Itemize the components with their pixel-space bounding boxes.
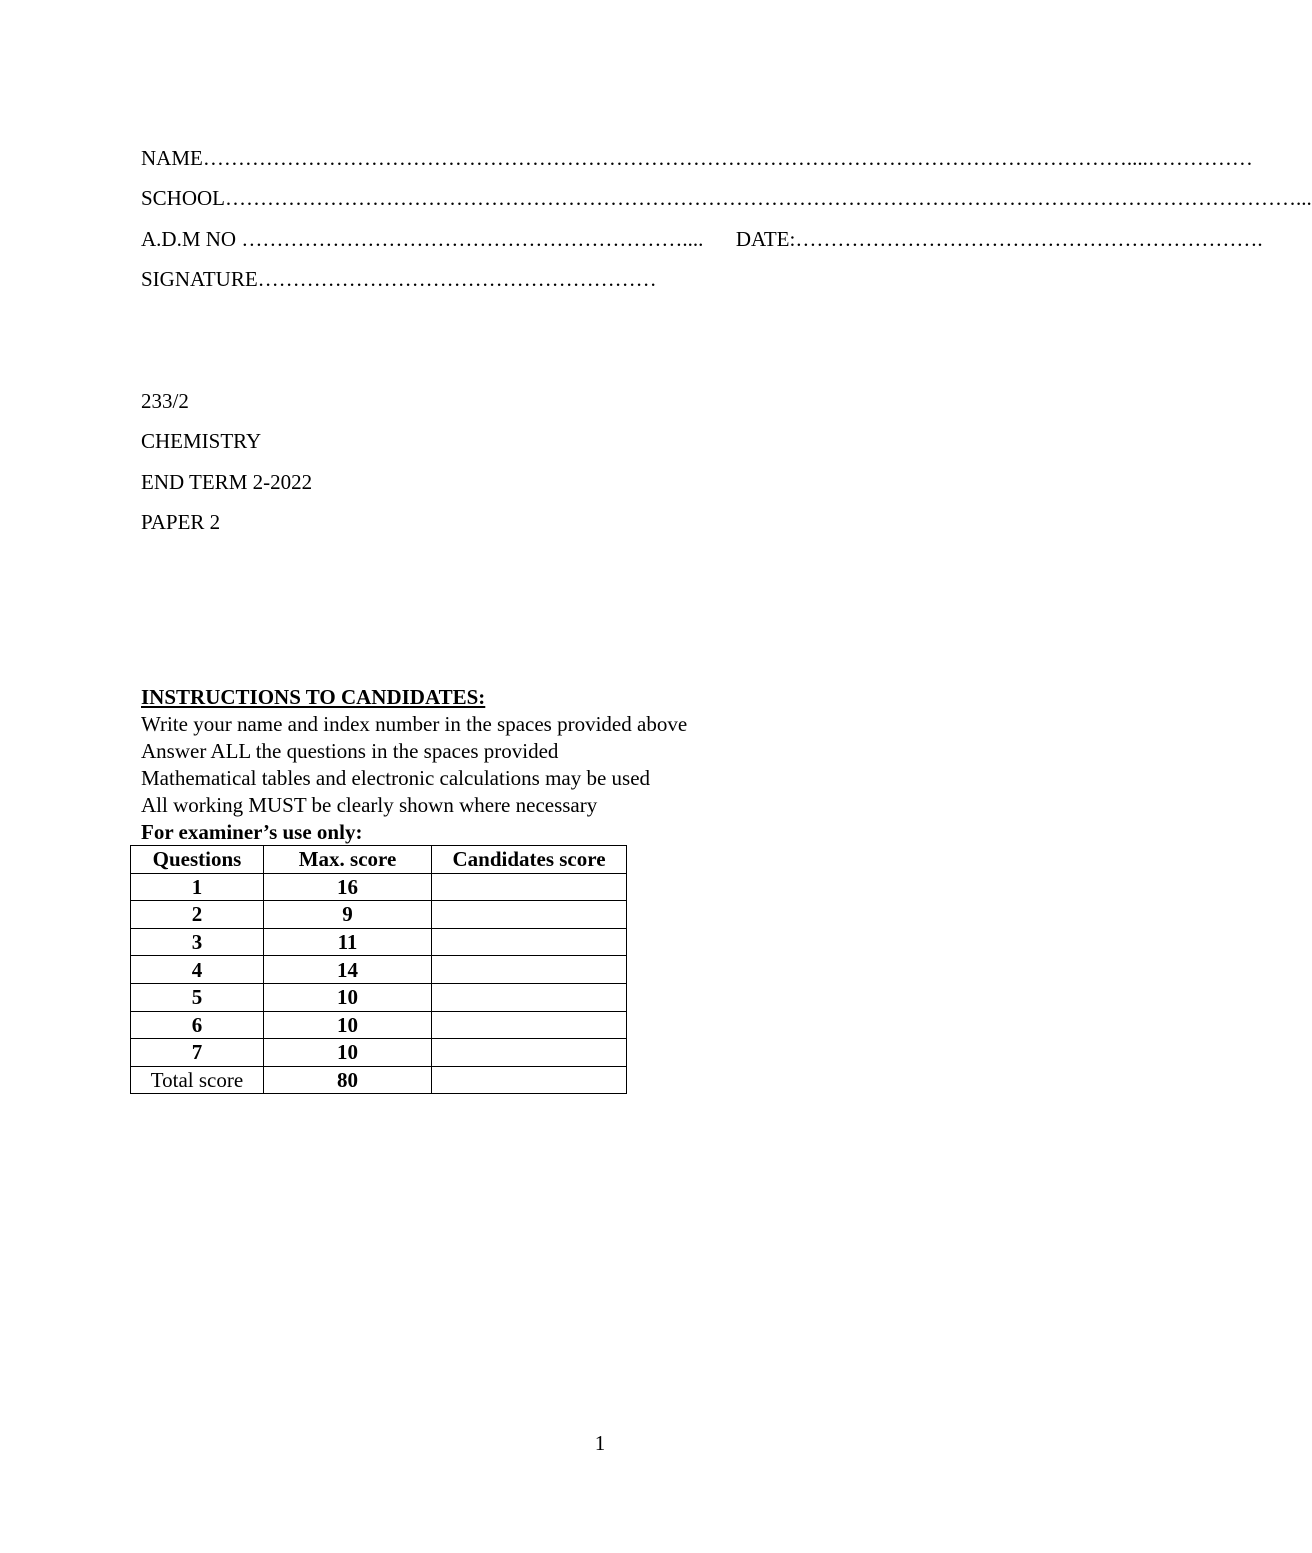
instruction-line: All working MUST be clearly shown where necessary	[141, 793, 598, 817]
name-field-label: NAME……………………………………………………………………………………………………………………....……………	[141, 146, 1253, 170]
adm-date-row	[141, 227, 1263, 251]
score-table	[130, 845, 627, 1094]
question-number: 2	[131, 901, 264, 929]
school-field	[141, 186, 1312, 210]
instruction-line: Answer ALL the questions in the spaces provided	[141, 739, 559, 763]
total-candidate-score-cell[interactable]	[432, 1066, 627, 1094]
question-number: 6	[131, 1011, 264, 1039]
examiner-label: For examiner’s use only:	[141, 820, 363, 844]
total-row	[131, 1066, 627, 1094]
candidate-score-cell[interactable]	[432, 1039, 627, 1067]
instruction-line: Write your name and index number in the spaces provided above	[141, 712, 688, 736]
candidate-score-cell[interactable]	[432, 873, 627, 901]
name-field	[141, 146, 1253, 170]
instructions-heading: INSTRUCTIONS TO CANDIDATES:	[141, 685, 486, 709]
candidate-score-cell[interactable]	[432, 1011, 627, 1039]
paper-number: PAPER 2	[141, 510, 221, 534]
candidate-score-cell[interactable]	[432, 983, 627, 1011]
adm-no-field: A.D.M NO ………………………………………………………....	[141, 227, 704, 251]
question-number: 5	[131, 983, 264, 1011]
candidate-score-cell[interactable]	[432, 901, 627, 929]
question-number: 3	[131, 928, 264, 956]
paper-code: 233/2	[141, 389, 189, 413]
max-score: 10	[264, 1039, 432, 1067]
total-max-score: 80	[264, 1066, 432, 1094]
header-questions: Questions	[131, 846, 264, 874]
table-row	[131, 901, 627, 929]
table-header-row	[131, 846, 627, 874]
table-row	[131, 928, 627, 956]
subject-title: CHEMISTRY	[141, 429, 262, 453]
signature-field-label: SIGNATURE…………………………………………………	[141, 267, 657, 291]
candidate-score-cell[interactable]	[432, 928, 627, 956]
max-score: 10	[264, 983, 432, 1011]
table-row	[131, 1011, 627, 1039]
table-row	[131, 1039, 627, 1067]
instructions-block	[141, 684, 687, 846]
total-score-label: Total score	[131, 1066, 264, 1094]
page-number: 1	[594, 1431, 606, 1455]
question-number: 4	[131, 956, 264, 984]
max-score: 10	[264, 1011, 432, 1039]
header-candidates-score: Candidates score	[432, 846, 627, 874]
max-score: 14	[264, 956, 432, 984]
question-number: 7	[131, 1039, 264, 1067]
school-field-label: SCHOOL………………………………………………………………………………………………………………………………………...	[141, 186, 1312, 210]
term-title: END TERM 2-2022	[141, 470, 313, 494]
max-score: 16	[264, 873, 432, 901]
table-row	[131, 956, 627, 984]
date-field: DATE:………………………………………………………….	[735, 227, 1263, 251]
signature-field	[141, 267, 657, 291]
max-score: 9	[264, 901, 432, 929]
instruction-line: Mathematical tables and electronic calculations may be used	[141, 766, 651, 790]
max-score: 11	[264, 928, 432, 956]
question-number: 1	[131, 873, 264, 901]
header-max-score: Max. score	[264, 846, 432, 874]
table-row	[131, 983, 627, 1011]
candidate-score-cell[interactable]	[432, 956, 627, 984]
table-row	[131, 873, 627, 901]
